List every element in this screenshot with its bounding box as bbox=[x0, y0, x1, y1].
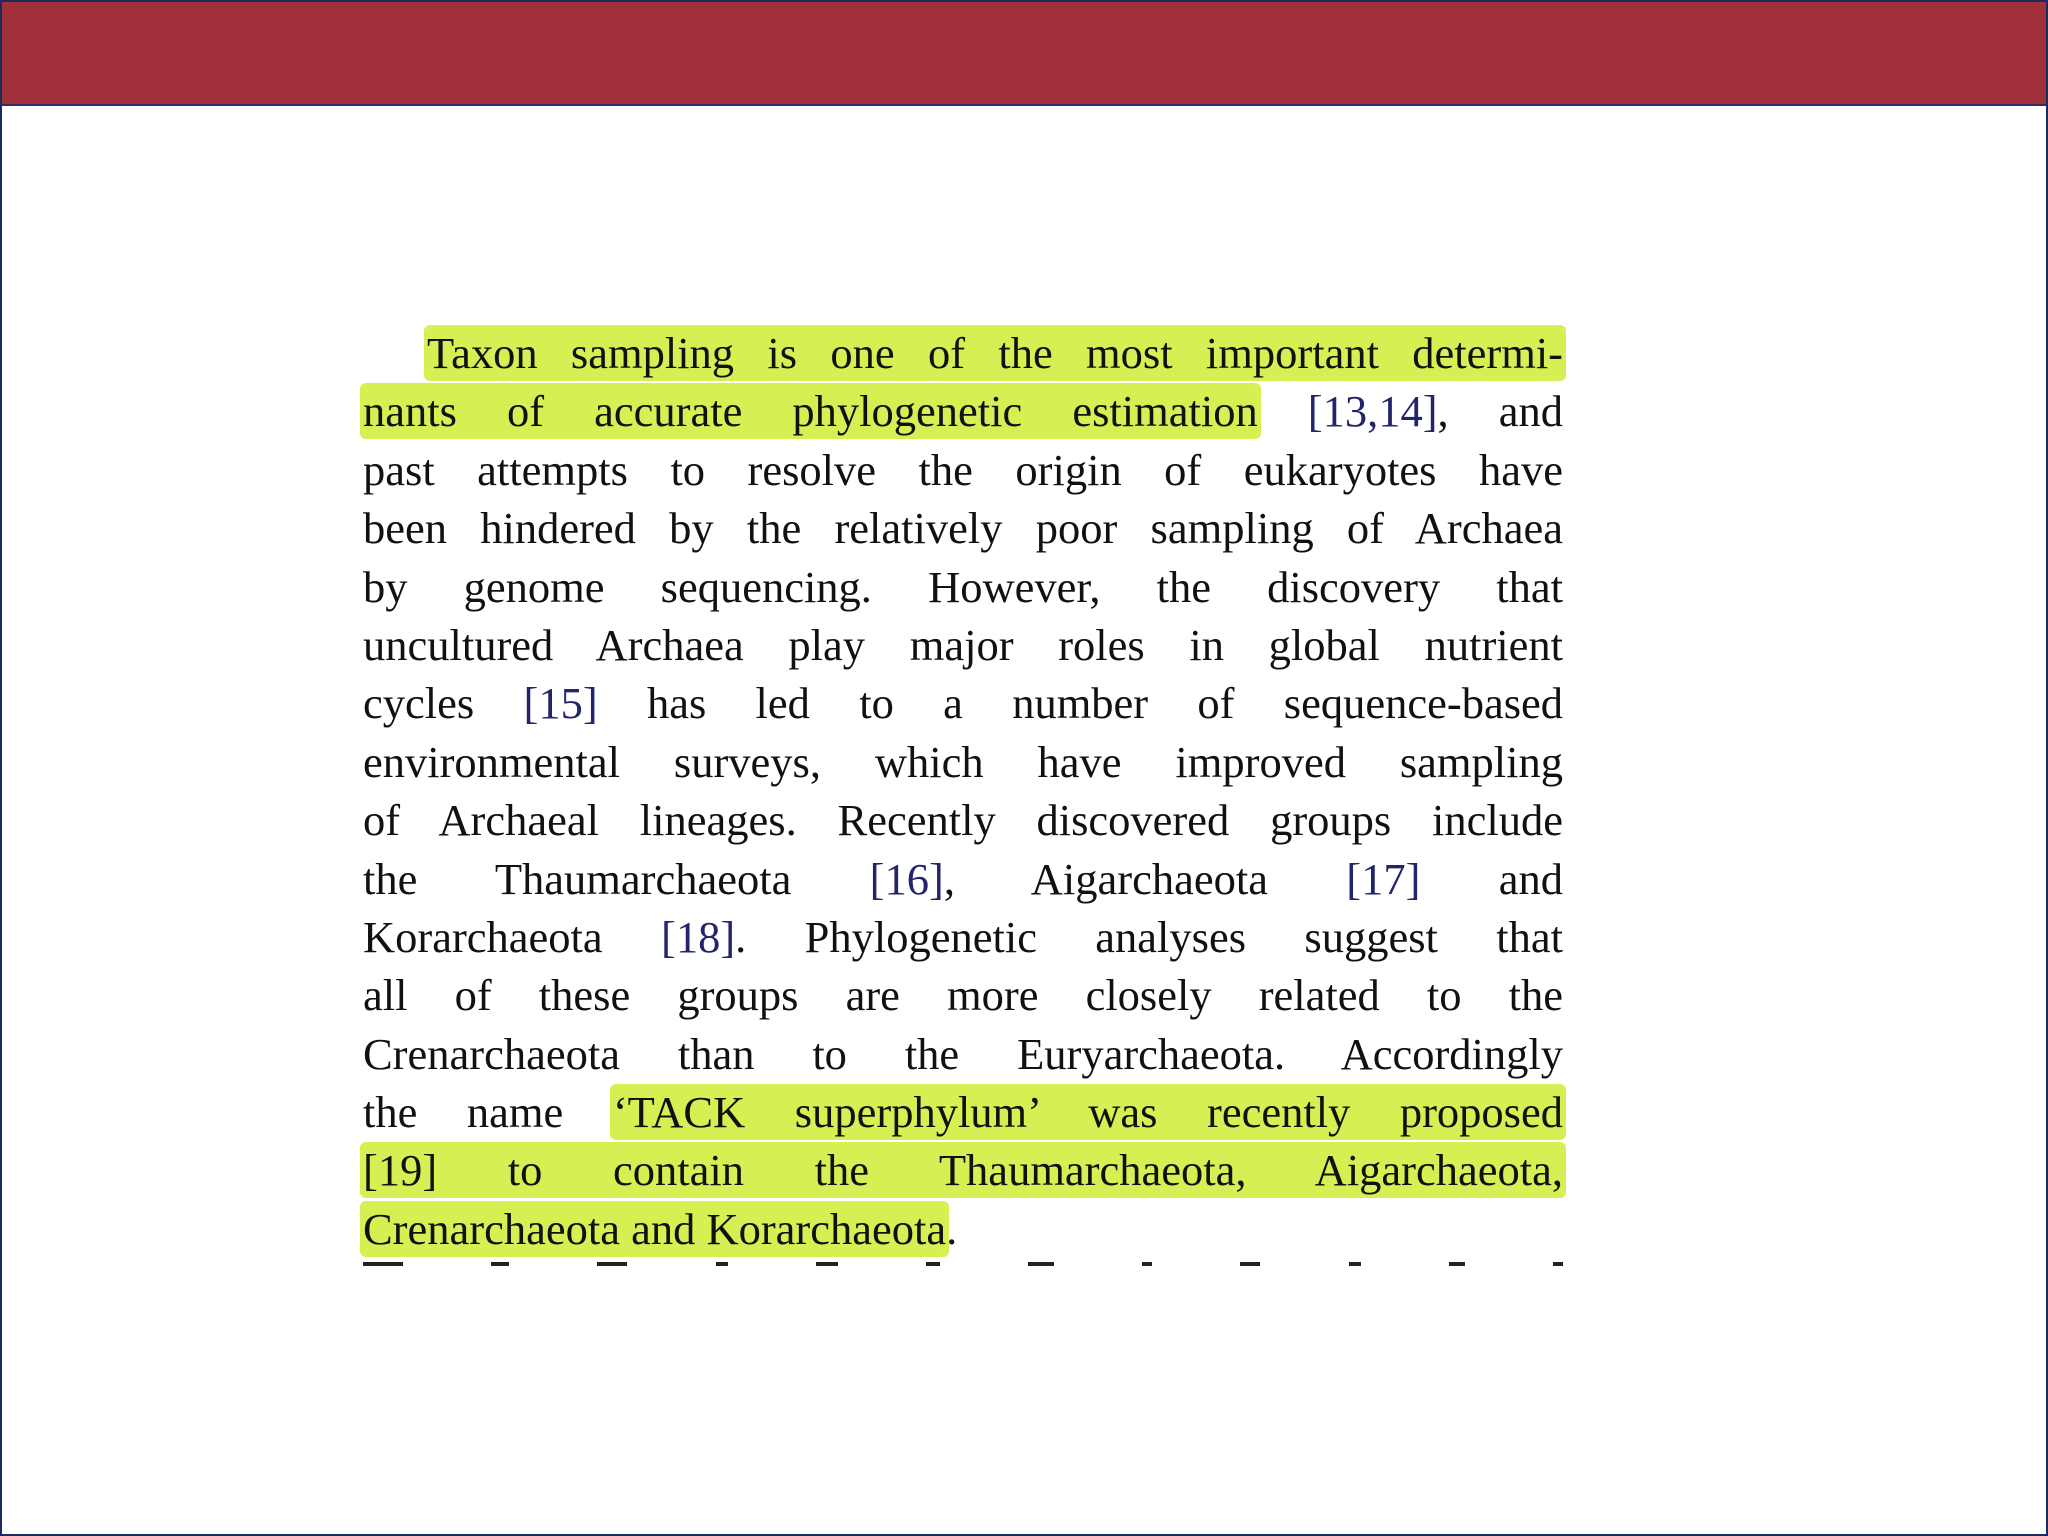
excerpt-line-8: environmental surveys, which have improved sampling bbox=[363, 736, 1563, 787]
citation-link[interactable]: [16] bbox=[869, 853, 944, 904]
cropped-text-line bbox=[363, 1260, 1563, 1268]
article-excerpt bbox=[363, 324, 1563, 1258]
highlighted-text: nants of accurate phylogenetic estimation bbox=[363, 386, 1258, 437]
excerpt-line-9: of Archaeal lineages. Recently discovered groups include bbox=[363, 795, 1563, 846]
citation-link[interactable]: [17] bbox=[1346, 853, 1421, 904]
excerpt-line-14: the name ‘TACK superphylum’ was recently proposed bbox=[363, 1087, 1564, 1138]
excerpt-line-12: all of these groups are more closely related to the bbox=[363, 970, 1563, 1021]
excerpt-line-3: past attempts to resolve the origin of eukaryotes have bbox=[363, 444, 1563, 495]
excerpt-line-11: Korarchaeota [18]. Phylogenetic analyses suggest that bbox=[363, 911, 1563, 962]
highlighted-text: Crenarchaeota and Korarchaeota bbox=[363, 1203, 947, 1254]
citation-link[interactable]: [13,14] bbox=[1307, 386, 1438, 437]
excerpt-line-7: cycles [15] has led to a number of sequence-based bbox=[363, 678, 1564, 729]
citation-link[interactable]: [18] bbox=[661, 911, 736, 962]
highlighted-text: ‘TACK superphylum’ was recently proposed bbox=[612, 1087, 1564, 1138]
excerpt-line-2: nants of accurate phylogenetic estimation [13,14], and bbox=[363, 386, 1563, 437]
excerpt-line-6: uncultured Archaea play major roles in global nutrient bbox=[363, 619, 1563, 670]
excerpt-line-1 bbox=[363, 324, 1563, 382]
excerpt-line-5: by genome sequencing. However, the discovery that bbox=[363, 561, 1563, 612]
excerpt-line-13: Crenarchaeota than to the Euryarchaeota. Accordingly bbox=[363, 1028, 1563, 1079]
excerpt-line-16: Crenarchaeota and Korarchaeota. bbox=[363, 1203, 958, 1254]
excerpt-line-15 bbox=[363, 1141, 1563, 1199]
header-bar bbox=[2, 2, 2046, 106]
highlighted-text: [19] to contain the Thaumarchaeota, Aigarchaeota, bbox=[363, 1145, 1563, 1196]
highlighted-text: Taxon sampling is one of the most important determi- bbox=[427, 328, 1563, 378]
excerpt-line-10: the Thaumarchaeota [16], Aigarchaeota [17] and bbox=[363, 853, 1563, 904]
citation-link[interactable]: [15] bbox=[523, 678, 598, 729]
excerpt-line-4: been hindered by the relatively poor sampling of Archaea bbox=[363, 503, 1563, 554]
